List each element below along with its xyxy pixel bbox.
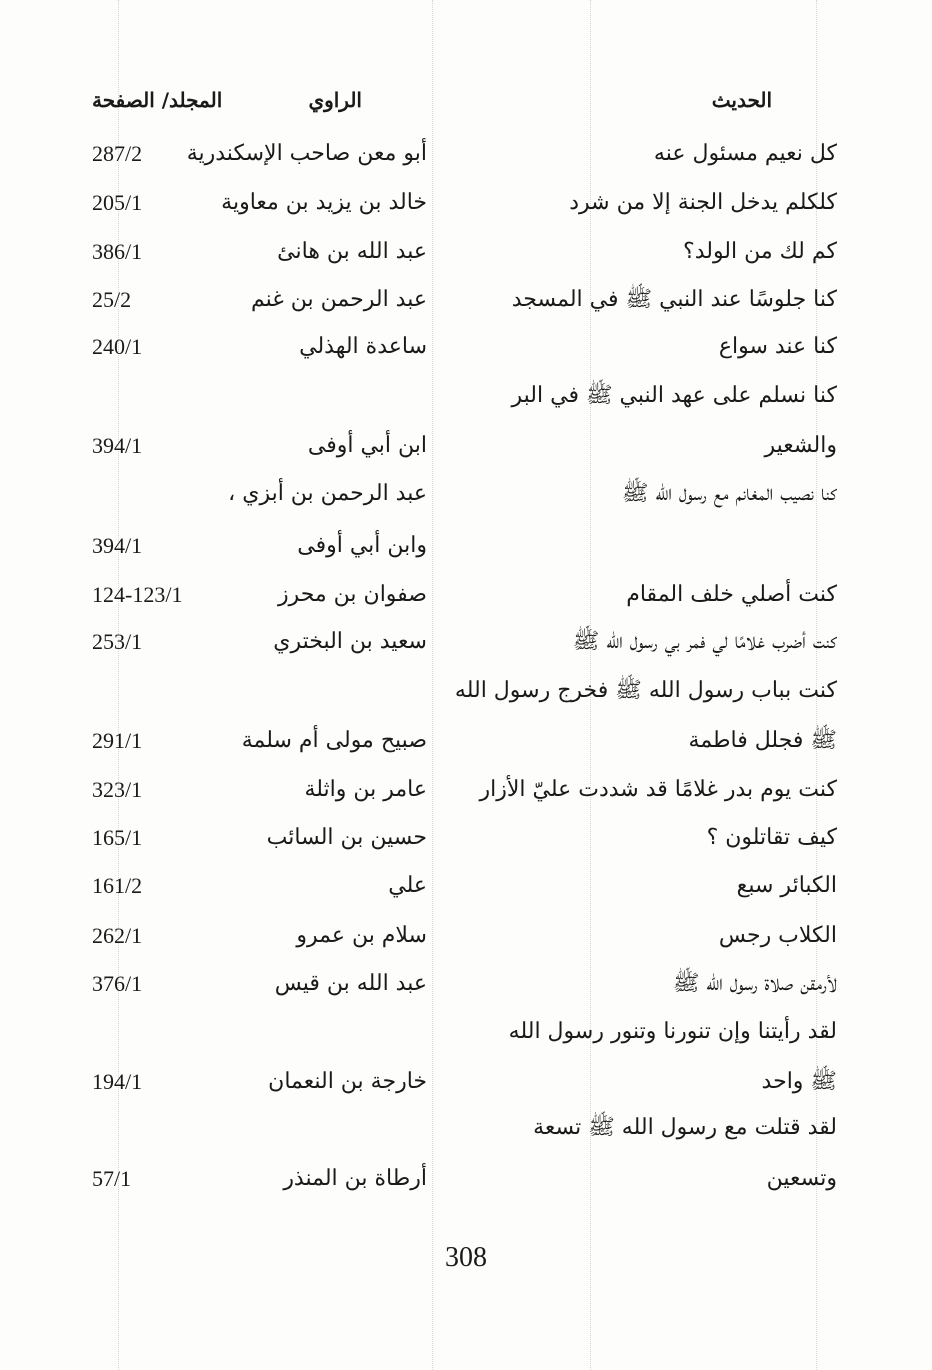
page-number: 308 xyxy=(445,1242,487,1273)
header-hadith: الحديث xyxy=(711,88,772,112)
hadith-text: كنا نصيب المغانم مع رسول الله ﷺ xyxy=(621,481,837,506)
volume-page-ref: 394/1 xyxy=(92,533,143,558)
table-row xyxy=(0,522,932,570)
hadith-text: كنت أضرب غلامًا لي فمر بي رسول الله ﷺ xyxy=(572,629,837,654)
hadith-text: لأرمقن صلاة رسول الله ﷺ xyxy=(672,971,837,996)
table-row xyxy=(0,470,932,518)
hadith-text: والشعير xyxy=(764,433,837,458)
table-header xyxy=(0,76,932,124)
hadith-text: ﷺ واحد xyxy=(761,1069,837,1094)
narrator-name: علي xyxy=(388,873,427,898)
volume-page-ref: 262/1 xyxy=(92,923,143,948)
hadith-text: كم لك من الولد؟ xyxy=(683,239,837,264)
hadith-text xyxy=(442,522,837,570)
table-row xyxy=(0,1058,932,1106)
table-row xyxy=(0,1008,932,1056)
volume-page-ref: 25/2 xyxy=(92,287,132,312)
hadith-text: ﷺ فجلل فاطمة xyxy=(688,728,837,753)
volume-page-ref: 394/1 xyxy=(92,433,143,458)
volume-page-ref xyxy=(92,1008,232,1056)
hadith-text: الكبائر سبع xyxy=(736,873,837,898)
volume-page-ref xyxy=(92,372,232,420)
volume-page-ref: 57/1 xyxy=(92,1166,132,1191)
table-row xyxy=(0,960,932,1008)
table-row xyxy=(0,323,932,371)
narrator-name: صبيح مولى أم سلمة xyxy=(241,728,427,753)
narrator-name: صفوان بن محرز xyxy=(277,582,427,607)
volume-page-ref: 124-123/1 xyxy=(92,582,183,607)
volume-page-ref: 240/1 xyxy=(92,334,143,359)
narrator-name: خالد بن يزيد بن معاوية xyxy=(221,190,427,215)
table-row xyxy=(0,912,932,960)
narrator-name: أرطاة بن المنذر xyxy=(283,1166,427,1191)
table-row xyxy=(0,862,932,910)
narrator-name: عبد الرحمن بن أبزي ، xyxy=(228,481,427,506)
hadith-text: كيف تقاتلون ؟ xyxy=(706,825,837,850)
narrator-name: حسين بن السائب xyxy=(266,825,427,850)
hadith-text: كل نعيم مسئول عنه xyxy=(653,141,837,166)
hadith-text: كنت بباب رسول الله ﷺ فخرج رسول الله xyxy=(454,678,837,703)
table-row xyxy=(0,422,932,470)
volume-page-ref: 386/1 xyxy=(92,239,143,264)
table-row xyxy=(0,618,932,666)
narrator-name: عبد الرحمن بن غنم xyxy=(251,287,427,312)
table-row xyxy=(0,130,932,178)
table-row xyxy=(0,228,932,276)
volume-page-ref: 323/1 xyxy=(92,777,143,802)
hadith-text: لقد قتلت مع رسول الله ﷺ تسعة xyxy=(533,1115,837,1140)
table-row xyxy=(0,1104,932,1152)
hadith-text: كنا نسلم على عهد النبي ﷺ في البر xyxy=(511,383,837,408)
table-row xyxy=(0,1155,932,1203)
narrator-name: سلام بن عمرو xyxy=(296,923,427,948)
volume-page-ref: 165/1 xyxy=(92,825,143,850)
volume-page-ref: 376/1 xyxy=(92,971,143,996)
table-row xyxy=(0,179,932,227)
narrator-name: وابن أبي أوفى xyxy=(297,533,427,558)
volume-page-ref: 291/1 xyxy=(92,728,143,753)
hadith-text: كنا عند سواع xyxy=(718,334,837,359)
narrator-name: خارجة بن النعمان xyxy=(268,1069,427,1094)
narrator-name: سعيد بن البختري xyxy=(273,629,427,654)
narrator-name: ابن أبي أوفى xyxy=(307,433,427,458)
volume-page-ref xyxy=(92,667,232,715)
volume-page-ref: 287/2 xyxy=(92,141,143,166)
table-row xyxy=(0,667,932,715)
hadith-text: كنا جلوسًا عند النبي ﷺ في المسجد xyxy=(511,287,837,312)
volume-page-ref xyxy=(92,1104,232,1152)
narrator-name: أبو معن صاحب الإسكندرية xyxy=(186,141,427,166)
volume-page-ref xyxy=(92,470,232,518)
table-row xyxy=(0,766,932,814)
narrator-name: عامر بن واثلة xyxy=(304,777,427,802)
hadith-text: كنت أصلي خلف المقام xyxy=(626,582,837,607)
hadith-text: كنت يوم بدر غلامًا قد شددت عليّ الأزار xyxy=(479,777,837,802)
volume-page-ref: 253/1 xyxy=(92,629,143,654)
volume-page-ref: 205/1 xyxy=(92,190,143,215)
hadith-text: لقد رأيتنا وإن تنورنا وتنور رسول الله xyxy=(508,1019,837,1044)
hadith-text: الكلاب رجس xyxy=(718,923,837,948)
hadith-text: كلكلم يدخل الجنة إلا من شرد xyxy=(569,190,837,215)
table-row xyxy=(0,276,932,324)
header-ref: المجلد/ الصفحة xyxy=(92,88,223,112)
volume-page-ref: 194/1 xyxy=(92,1069,143,1094)
header-narrator: الراوي xyxy=(308,88,362,112)
table-row xyxy=(0,814,932,862)
narrator-name: ساعدة الهذلي xyxy=(299,334,427,359)
table-row xyxy=(0,571,932,619)
narrator-name: عبد الله بن هانئ xyxy=(277,239,427,264)
table-row xyxy=(0,717,932,765)
hadith-text: وتسعين xyxy=(766,1166,837,1191)
volume-page-ref: 161/2 xyxy=(92,873,143,898)
table-row xyxy=(0,372,932,420)
narrator-name: عبد الله بن قيس xyxy=(274,971,427,996)
